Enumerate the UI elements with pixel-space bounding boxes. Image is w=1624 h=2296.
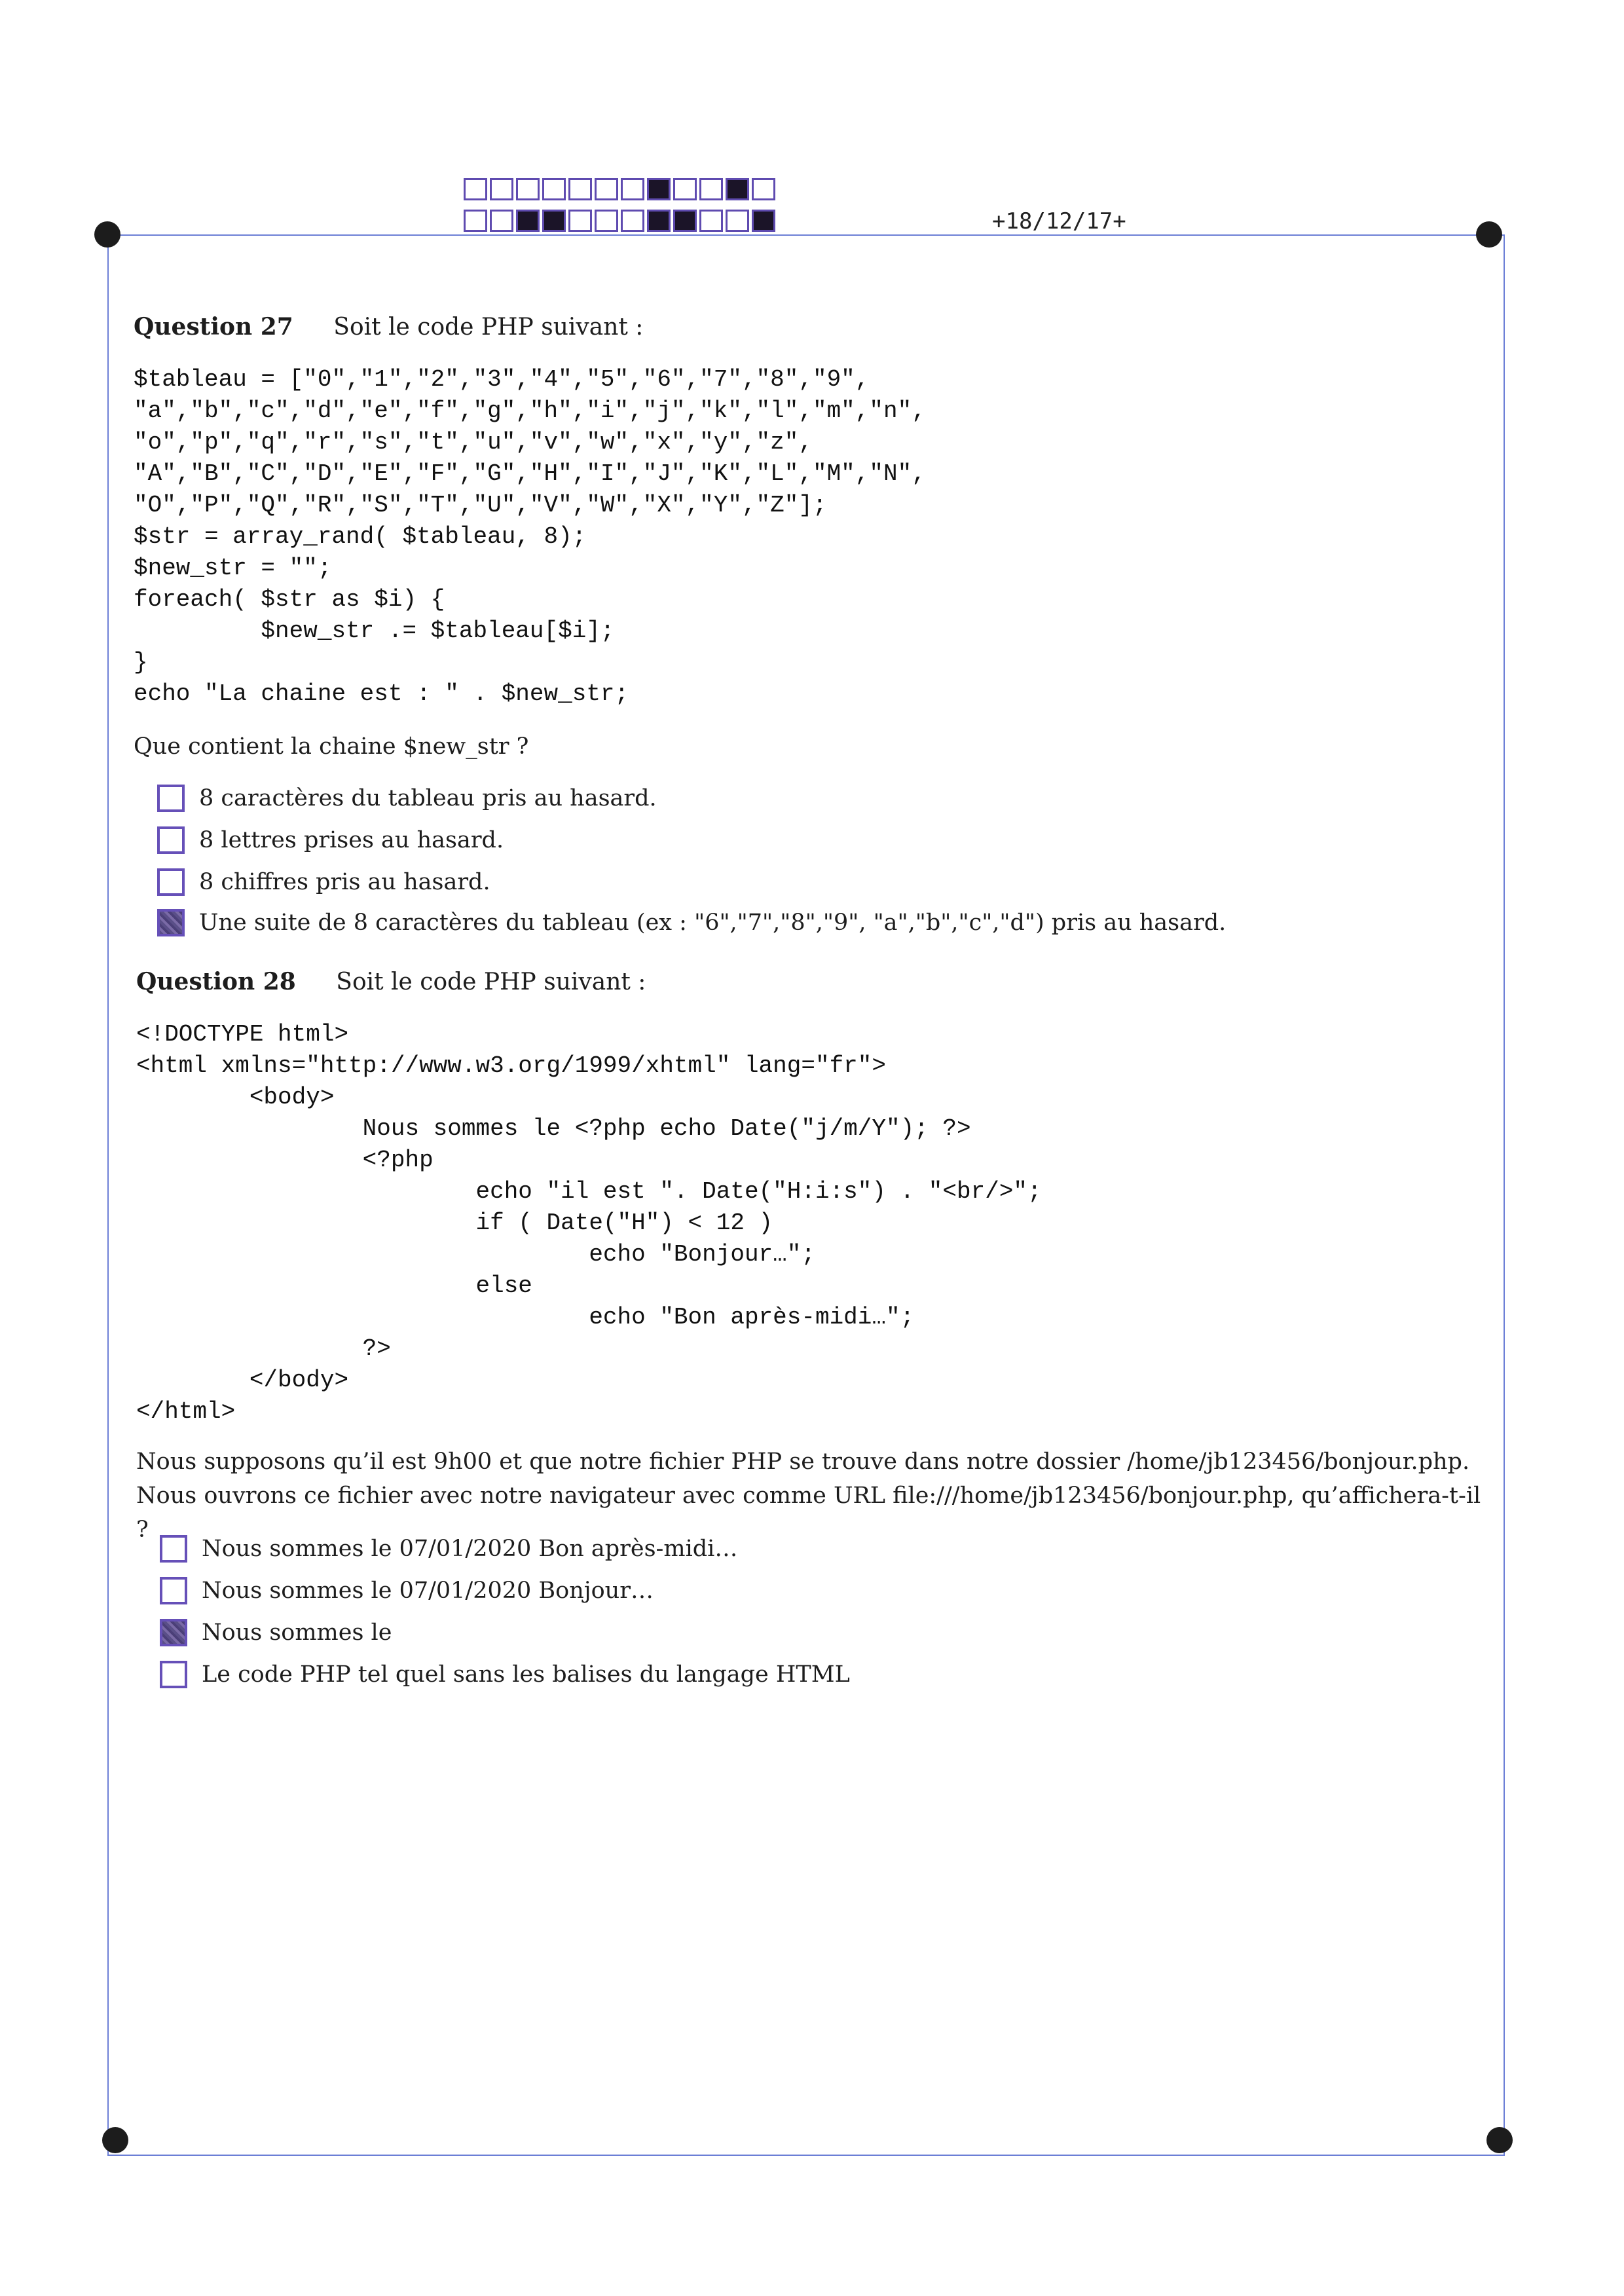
barcode-cell (516, 210, 540, 232)
checkbox[interactable] (160, 1661, 187, 1688)
barcode-cell (464, 178, 487, 200)
question-27-label: Question 27 (134, 313, 293, 341)
corner-mark-bottom-right (1486, 2127, 1513, 2153)
checkbox[interactable] (160, 1577, 187, 1604)
question-28-label: Question 28 (136, 968, 296, 995)
question-27-prompt: Que contient la chaine $new_str ? (134, 733, 529, 760)
barcode-row-2 (464, 210, 778, 232)
question-27-intro: Soit le code PHP suivant : (333, 314, 644, 341)
option-label: Une suite de 8 caractères du tableau (ex : "6","7","8","9", "a","b","c","d") pris au hasard. (199, 910, 1227, 936)
barcode-cell (595, 178, 618, 200)
option-label: Nous sommes le 07/01/2020 Bonjour… (202, 1578, 654, 1604)
barcode-cell (647, 178, 671, 200)
barcode-cell (752, 178, 775, 200)
q27-option-4[interactable] (157, 909, 1226, 936)
corner-mark-bottom-left (102, 2127, 128, 2153)
checkbox[interactable] (160, 1535, 187, 1563)
barcode-cell (726, 178, 749, 200)
option-label: 8 lettres prises au hasard. (199, 827, 504, 853)
barcode-cell (568, 178, 592, 200)
barcode-cell (699, 210, 723, 232)
checkbox[interactable] (157, 826, 185, 854)
option-label: Le code PHP tel quel sans les balises du langage HTML (202, 1661, 850, 1688)
question-28-prompt: Nous supposons qu’il est 9h00 et que notre fichier PHP se trouve dans notre dossier /home/jb123456/bonjour.php. Nous ouvrons ce fichier avec notre navigateur avec comme URL file:///home/jb123456/bonjour.php, qu’affichera-t-il ? (136, 1449, 1481, 1543)
corner-mark-top-right (1476, 221, 1502, 248)
barcode-cell (568, 210, 592, 232)
q28-option-2[interactable] (160, 1577, 654, 1604)
question-28-title (136, 968, 646, 995)
q28-option-1[interactable] (160, 1535, 737, 1563)
question-28-code: <!DOCTYPE html> <html xmlns="http://www.w3.org/1999/xhtml" lang="fr"> <body> Nous sommes le <?php echo Date("j/m/Y"); ?> <?php echo "il est ". Date("H:i:s") . "<br/>"; if ( Date("H") < 12 ) echo "Bonjour…"; else echo "Bon après-midi…"; ?> </body> </html> (136, 1021, 1042, 1425)
checkbox[interactable] (160, 1619, 187, 1646)
option-label: 8 chiffres pris au hasard. (199, 869, 490, 895)
barcode-cell (699, 178, 723, 200)
barcode-cell (647, 210, 671, 232)
barcode-cell (490, 178, 513, 200)
barcode-cell (490, 210, 513, 232)
q27-option-2[interactable] (157, 826, 504, 854)
question-28-intro: Soit le code PHP suivant : (336, 969, 646, 995)
checkbox[interactable] (157, 909, 185, 936)
barcode-cell (516, 178, 540, 200)
question-27-title (134, 313, 643, 341)
barcode-cell (673, 210, 697, 232)
barcode-cell (464, 210, 487, 232)
option-label: Nous sommes le (202, 1620, 392, 1646)
barcode-cell (752, 210, 775, 232)
checkbox[interactable] (157, 785, 185, 812)
barcode-cell (726, 210, 749, 232)
q28-option-4[interactable] (160, 1661, 850, 1688)
barcode-cell (621, 178, 644, 200)
question-27-code: $tableau = ["0","1","2","3","4","5","6","7","8","9", "a","b","c","d","e","f","g","h","i","j","k","l","m","n", "o","p","q","r","s","t","u","v","w","x","y","z", "A","B","C","D","E","F","G","H","I","J","K","L","M","N", "O","P","Q","R","S","T","U","V","W","X","Y","Z"]; $str = array_rand( $tableau, 8); $new_str = ""; foreach( $str as $i) { $new_str .= $tableau[$i]; } echo "La chaine est : " . $new_str; (134, 366, 926, 707)
barcode-cell (673, 178, 697, 200)
checkbox[interactable] (157, 868, 185, 896)
barcode-cell (542, 178, 566, 200)
q27-option-3[interactable] (157, 868, 490, 896)
barcode-cell (595, 210, 618, 232)
q28-option-3[interactable] (160, 1619, 392, 1646)
exam-id: +18/12/17+ (992, 208, 1126, 234)
option-label: 8 caractères du tableau pris au hasard. (199, 785, 657, 811)
barcode-cell (542, 210, 566, 232)
q27-option-1[interactable] (157, 785, 657, 812)
option-label: Nous sommes le 07/01/2020 Bon après-midi… (202, 1536, 738, 1562)
corner-mark-top-left (94, 221, 120, 248)
barcode-row-1 (464, 178, 778, 200)
barcode-cell (621, 210, 644, 232)
